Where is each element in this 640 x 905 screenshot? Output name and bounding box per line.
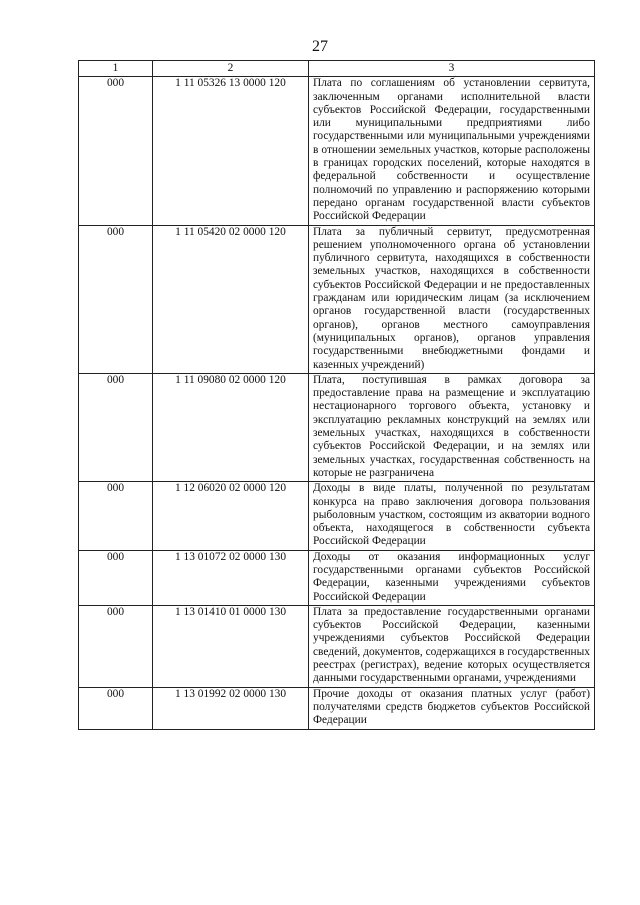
table-row	[79, 225, 595, 373]
kbk-code-cell: 1 11 05420 02 0000 120	[153, 225, 309, 373]
admin-code-cell: 000	[79, 225, 153, 373]
column-header-1: 1	[79, 61, 153, 77]
description-cell: Плата за предоставление государственными органами субъектов Российской Федерации, казенными учреждениями субъектов Российской Федерации сведений, документов, содержащихся в государственных реестрах (регистрах), ведение которых осуществляется данными государственными органами, учреждениями	[309, 605, 595, 687]
admin-code-cell: 000	[79, 482, 153, 550]
description-cell: Плата, поступившая в рамках договора за предоставление права на размещение и эксплуатацию нестационарного торгового объекта, установку и эксплуатацию рекламных конструкций на землях или земельных участках, находящихся в собственности субъектов Российской Федерации, и на землях или земельных участках, государственная собственность на которые не разграничена	[309, 373, 595, 481]
table-row	[79, 687, 595, 729]
table-row	[79, 550, 595, 605]
kbk-code-cell: 1 13 01072 02 0000 130	[153, 550, 309, 605]
table-row	[79, 482, 595, 550]
admin-code-cell: 000	[79, 687, 153, 729]
kbk-code-cell: 1 11 05326 13 0000 120	[153, 77, 309, 225]
kbk-code-cell: 1 13 01410 01 0000 130	[153, 605, 309, 687]
description-cell: Прочие доходы от оказания платных услуг (работ) получателями средств бюджетов субъектов Российской Федерации	[309, 687, 595, 729]
kbk-code-cell: 1 12 06020 02 0000 120	[153, 482, 309, 550]
column-header-2: 2	[153, 61, 309, 77]
admin-code-cell: 000	[79, 373, 153, 481]
table-row	[79, 605, 595, 687]
revenue-codes-table	[78, 60, 595, 730]
kbk-code-cell: 1 11 09080 02 0000 120	[153, 373, 309, 481]
admin-code-cell: 000	[79, 605, 153, 687]
table-row	[79, 77, 595, 225]
description-cell: Плата за публичный сервитут, предусмотренная решением уполномоченного органа об установлении публичного сервитута, находящихся в собственности земельных участков, находящихся в собственности субъектов Российской Федерации и не предоставленных гражданам или юридическим лицам (за исключением органов государственной власти (государственных органов), органов местного самоуправления (муниципальных органов), органов управления государственными внебюджетными фондами и казенных учреждений)	[309, 225, 595, 373]
description-cell: Доходы от оказания информационных услуг государственными органами субъектов Российской Федерации, казенными учреждениями субъектов Российской Федерации	[309, 550, 595, 605]
kbk-code-cell: 1 13 01992 02 0000 130	[153, 687, 309, 729]
page-number: 27	[312, 38, 328, 55]
description-cell: Плата по соглашениям об установлении сервитута, заключенным органами исполнительной власти субъектов Российской Федерации, государственными или муниципальными предприятиями либо государственными или муниципальными учреждениями в отношении земельных участков, которые расположены в границах городских поселений, которые находятся в федеральной собственности и осуществление полномочий по управлению и распоряжению которыми передано органам государственной власти субъектов Российской Федерации	[309, 77, 595, 225]
table-row	[79, 373, 595, 481]
admin-code-cell: 000	[79, 550, 153, 605]
column-header-3: 3	[309, 61, 595, 77]
description-cell: Доходы в виде платы, полученной по результатам конкурса на право заключения договора пользования рыболовным участком, состоящим из акватории водного объекта, находящегося в собственности субъекта Российской Федерации	[309, 482, 595, 550]
table-header-row	[79, 61, 595, 77]
admin-code-cell: 000	[79, 77, 153, 225]
